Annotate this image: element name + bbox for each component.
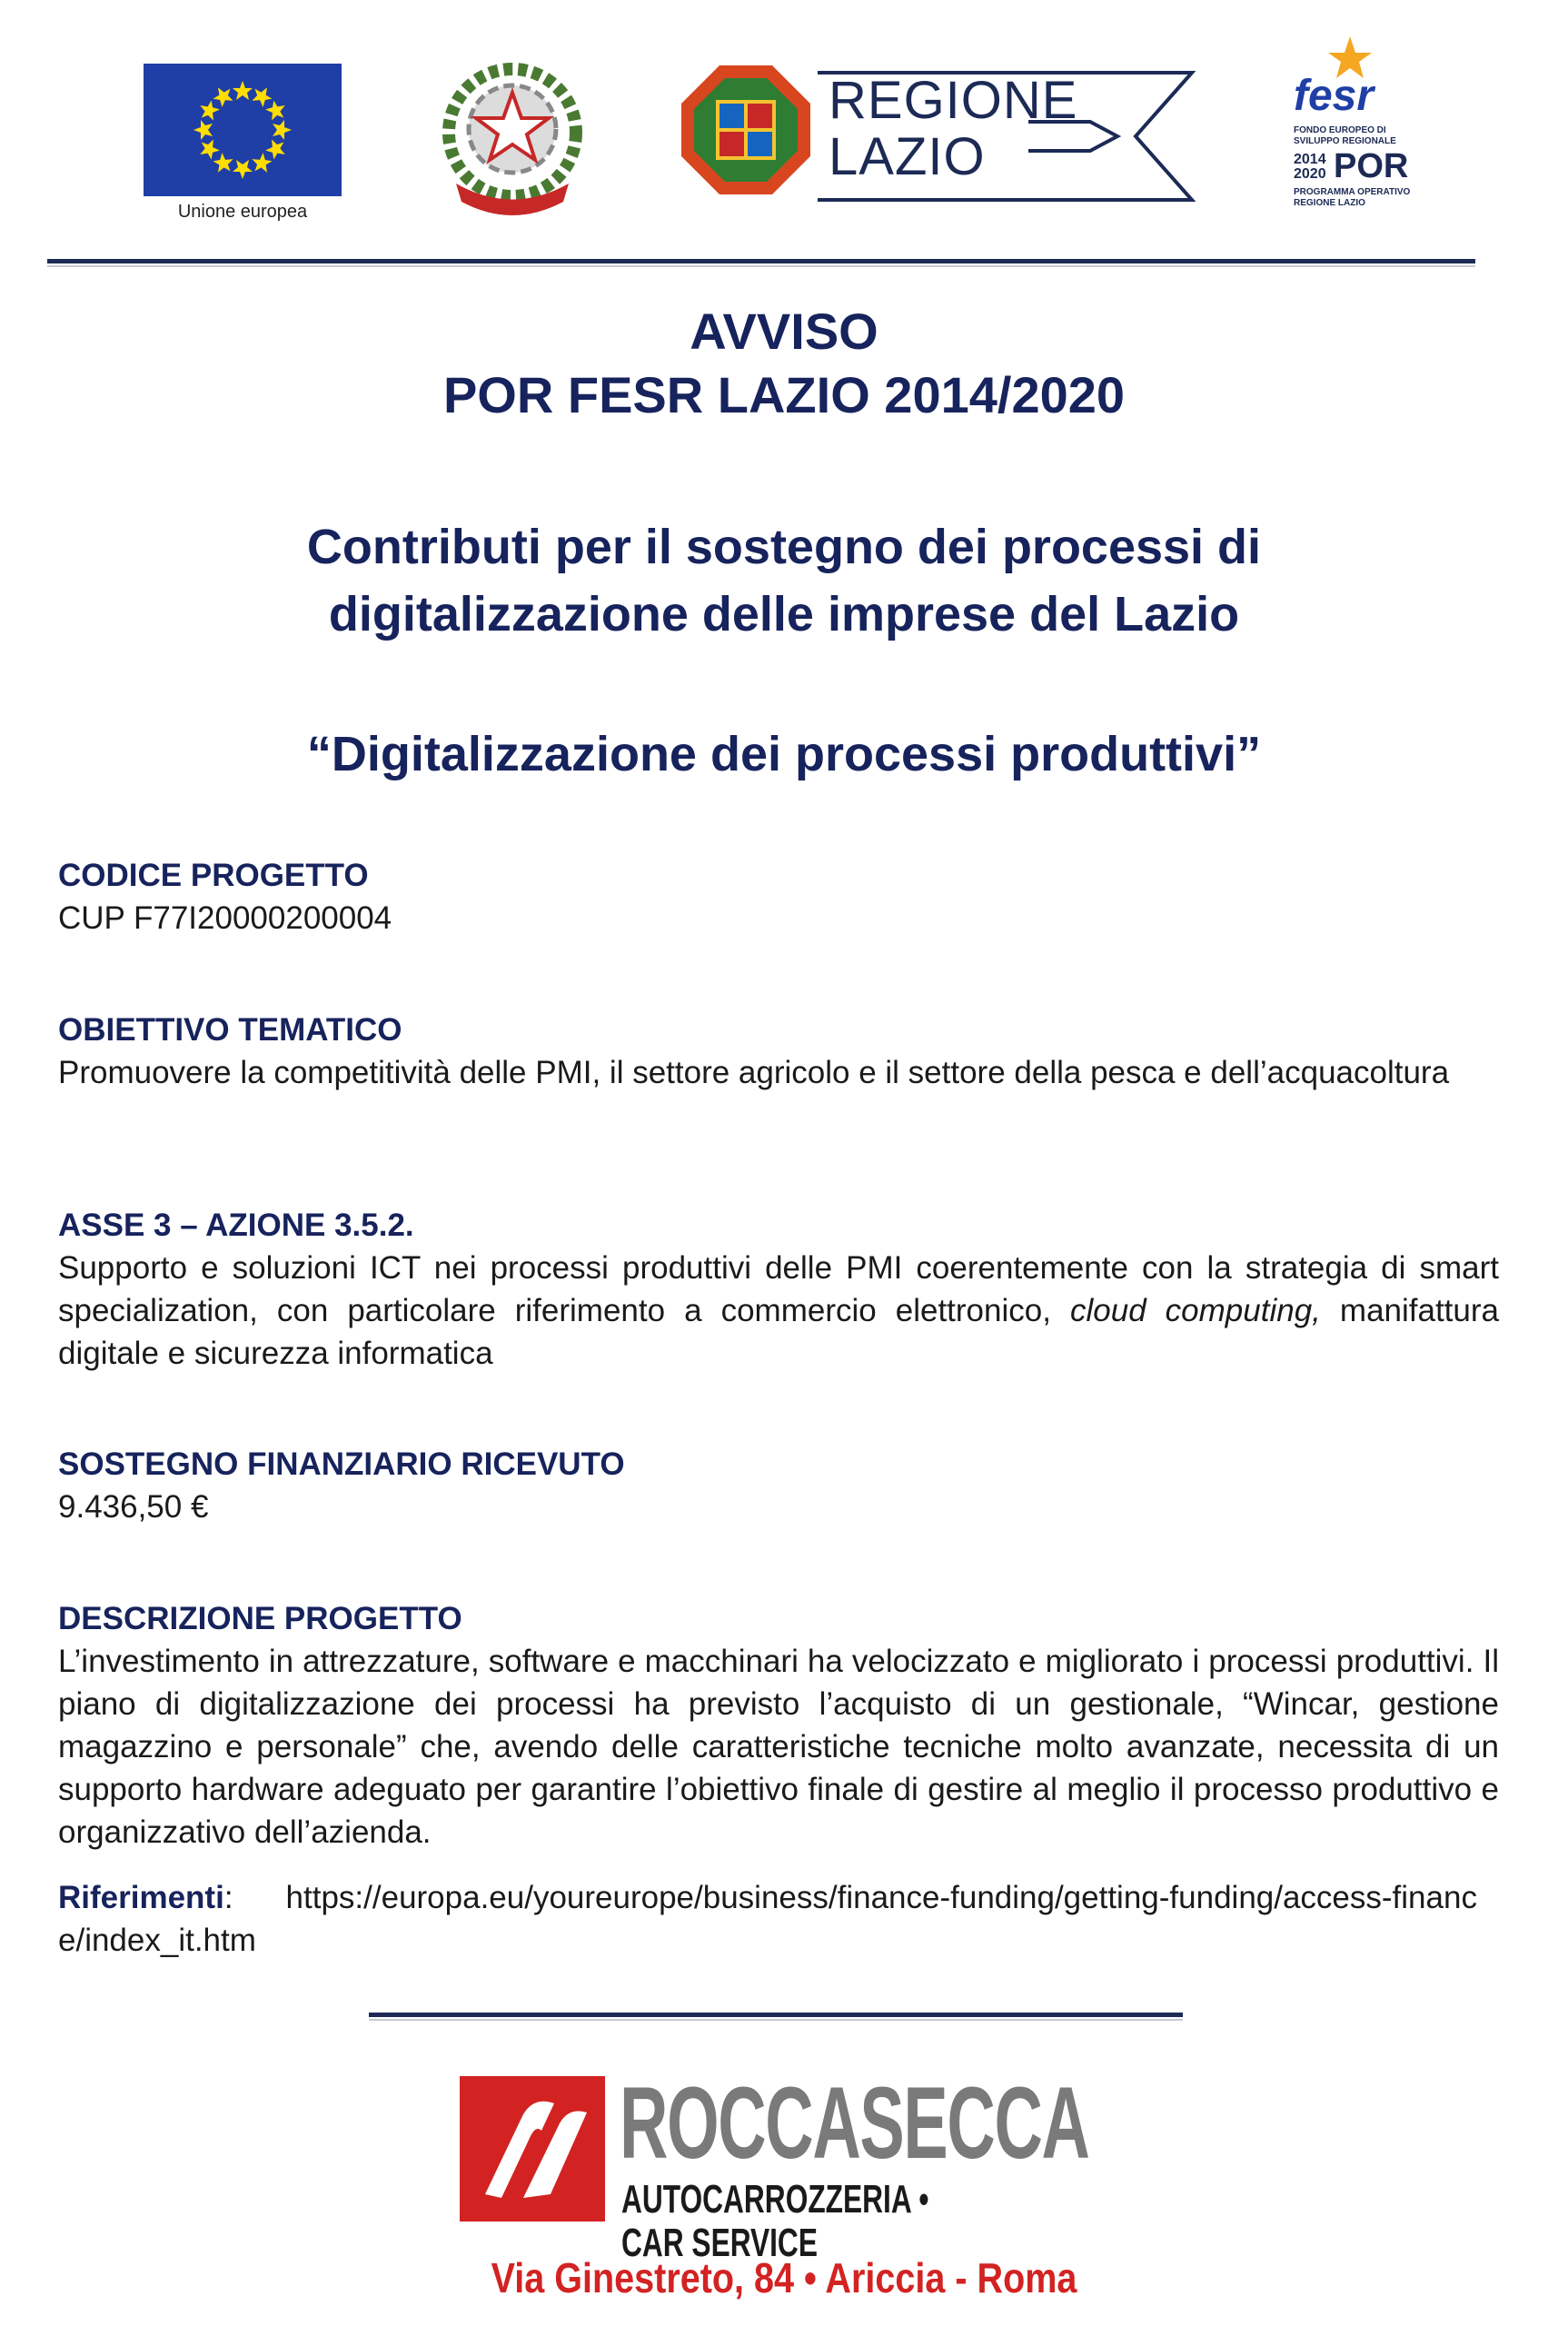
riferimenti-label: Riferimenti	[58, 1880, 224, 1915]
obiettivo-text: Promuovere la competitività delle PMI, il settore agricolo e il settore della pesca e dell’acquacoltura	[58, 1055, 1450, 1090]
codice-heading: CODICE PROGETTO	[58, 858, 369, 893]
roccasecca-mark-icon	[460, 2076, 605, 2222]
asse-text-italic: cloud computing,	[1069, 1293, 1321, 1328]
fesr-por-logo	[1281, 36, 1417, 245]
fesr-word: fesr	[1294, 72, 1374, 120]
asse-text	[58, 1247, 1499, 1375]
notice-subtitle	[0, 513, 1568, 648]
fesr-small-text	[1294, 125, 1396, 147]
fesr-small-4: REGIONE LAZIO	[1294, 198, 1365, 208]
italian-republic-emblem-icon	[431, 56, 594, 220]
roccasecca-logo	[460, 2066, 1096, 2265]
eu-flag-logo	[144, 64, 342, 196]
top-divider-shadow	[47, 265, 1475, 267]
eu-stars-icon	[144, 64, 342, 196]
lazio-word: LAZIO	[829, 127, 986, 186]
section-descrizione-progetto	[58, 1597, 1499, 1854]
roccasecca-name: ROCCASECCA	[620, 2066, 1089, 2180]
sostegno-amount: 9.436,50 €	[58, 1489, 209, 1525]
fesr-small-3: PROGRAMMA OPERATIVO	[1294, 187, 1411, 197]
top-divider	[47, 259, 1475, 263]
section-asse-azione	[58, 1204, 1499, 1375]
descrizione-heading: DESCRIZIONE PROGETTO	[58, 1601, 462, 1636]
title-avviso: AVVISO	[690, 303, 878, 360]
obiettivo-heading: OBIETTIVO TEMATICO	[58, 1012, 402, 1048]
subtitle-line-2: digitalizzazione delle imprese del Lazio	[328, 587, 1240, 641]
regione-lazio-crest-icon	[680, 64, 812, 196]
eu-caption: Unione europea	[177, 202, 308, 222]
regione-lazio-wordmark	[829, 73, 1078, 185]
regione-word: REGIONE	[829, 71, 1078, 130]
roccasecca-subtitle: AUTOCARROZZERIA • CAR SERVICE	[621, 2177, 929, 2265]
asse-text-part-1: Supporto e soluzioni ICT nei processi produttivi delle PMI coerentemente con la strategia di smart specialization, con particolare riferimento a commercio elettronico,	[58, 1250, 1499, 1328]
section-obiettivo-tematico	[58, 1009, 1499, 1094]
riferimenti-colon: :	[223, 1880, 233, 1915]
riferimenti-link[interactable]: https://europa.eu/youreurope/business/finance-funding/getting-funding/access-finance/index_it.htm	[58, 1880, 1477, 1958]
subtitle-line-1: Contributi per il sostegno dei processi di	[306, 520, 1262, 574]
notice-title	[0, 300, 1568, 427]
riferimenti-line	[58, 1876, 1499, 1962]
fesr-small-2: SVILUPPO REGIONALE	[1294, 136, 1396, 146]
fesr-year-start: 2014	[1294, 152, 1326, 167]
section-codice-progetto	[58, 854, 1499, 939]
section-sostegno-finanziario	[58, 1443, 1499, 1528]
asse-text-part-2: manifattura digitale e sicurezza informatica	[58, 1293, 1499, 1371]
roccasecca-address: Via Ginestreto, 84 • Ariccia - Roma	[491, 2254, 1077, 2301]
fesr-years	[1294, 153, 1326, 182]
fesr-year-end: 2020	[1294, 166, 1326, 182]
notice-quote-title: “Digitalizzazione dei processi produttivi”	[306, 727, 1262, 781]
fesr-por: POR	[1334, 147, 1409, 185]
bottom-divider-shadow	[369, 2019, 1183, 2021]
asse-heading: ASSE 3 – AZIONE 3.5.2.	[58, 1208, 414, 1243]
header-logos	[0, 36, 1568, 245]
codice-value: CUP F77I20000200004	[58, 900, 392, 936]
bottom-divider	[369, 2013, 1183, 2017]
fesr-small-1: FONDO EUROPEO DI	[1294, 125, 1386, 135]
fesr-program-text	[1294, 187, 1410, 209]
title-por: POR FESR LAZIO 2014/2020	[442, 366, 1126, 423]
sostegno-heading: SOSTEGNO FINANZIARIO RICEVUTO	[58, 1446, 625, 1482]
descrizione-text: L’investimento in attrezzature, software e macchinari ha velocizzato e migliorato i processi produttivi. Il piano di digitalizzazione dei processi ha previsto l’acquisto di un gestionale, “Wincar, gestione magazzino e personale” che, avendo delle caratteristiche tecniche molto avanzate, necessita di un supporto hardware adeguato per garantire l’obiettivo finale di gestire al meglio il processo produttivo e organizzativo dell’azienda.	[58, 1644, 1499, 1850]
section-riferimenti	[58, 1876, 1499, 1962]
